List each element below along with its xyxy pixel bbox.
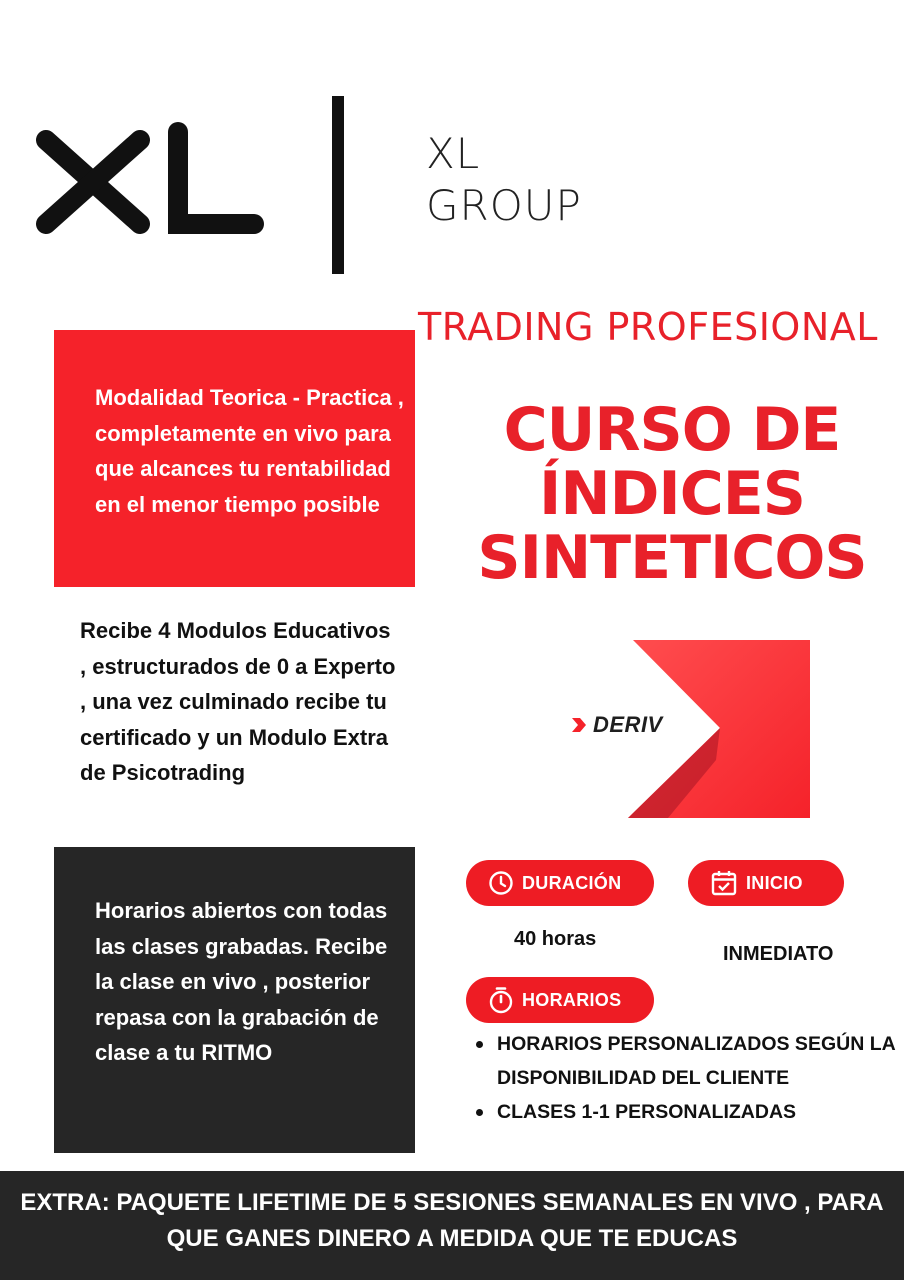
- clock-icon: [488, 870, 514, 896]
- brand-name: [426, 128, 582, 232]
- course-title-line3: SINTETICOS: [477, 523, 867, 593]
- start-badge: [688, 860, 844, 906]
- course-title-line2: ÍNDICES: [539, 459, 805, 529]
- start-value: INMEDIATO: [723, 943, 834, 965]
- deriv-chevron-icon: [570, 716, 588, 734]
- list-item: HORARIOS PERSONALIZADOS SEGÚN LA DISPONIBILIDAD DEL CLIENTE: [474, 1027, 899, 1095]
- course-title: [440, 395, 904, 593]
- footer-text: EXTRA: PAQUETE LIFETIME DE 5 SESIONES SEMANALES EN VIVO , PARA QUE GANES DINERO A MEDIDA QUE TE EDUCAS: [20, 1189, 884, 1252]
- hours-badge: [466, 977, 654, 1023]
- xl-logo-mark: [32, 118, 272, 248]
- hours-label: HORARIOS: [522, 989, 622, 1010]
- duration-badge: [466, 860, 654, 906]
- duration-value: 40 horas: [514, 928, 597, 950]
- start-label: INICIO: [746, 872, 803, 893]
- partner-name: DERIV: [593, 712, 663, 737]
- trading-title: TRADING PROFESIONAL: [418, 305, 878, 349]
- modules-text: Recibe 4 Modulos Educativos , estructurados de 0 a Experto , una vez culminado recibe tu certificado y un Modulo Extra de Psicotrading: [80, 618, 396, 785]
- logo-divider: [332, 96, 344, 274]
- stopwatch-icon: [488, 986, 514, 1014]
- list-item: CLASES 1-1 PERSONALIZADAS: [474, 1095, 899, 1129]
- hours-list: [474, 1027, 899, 1129]
- course-title-line1: CURSO DE: [503, 395, 841, 465]
- brand-name-line2: GROUP: [426, 181, 582, 230]
- brand-name-line1: XL: [426, 129, 481, 178]
- duration-label: DURACIÓN: [522, 872, 622, 893]
- schedule-text: Horarios abiertos con todas las clases grabadas. Recibe la clase en vivo , posterior repasa con la grabación de clase a tu RITMO: [95, 898, 388, 1065]
- modality-text: Modalidad Teorica - Practica , completamente en vivo para que alcances tu rentabilidad en el menor tiempo posible: [95, 385, 404, 517]
- calendar-check-icon: [710, 869, 738, 897]
